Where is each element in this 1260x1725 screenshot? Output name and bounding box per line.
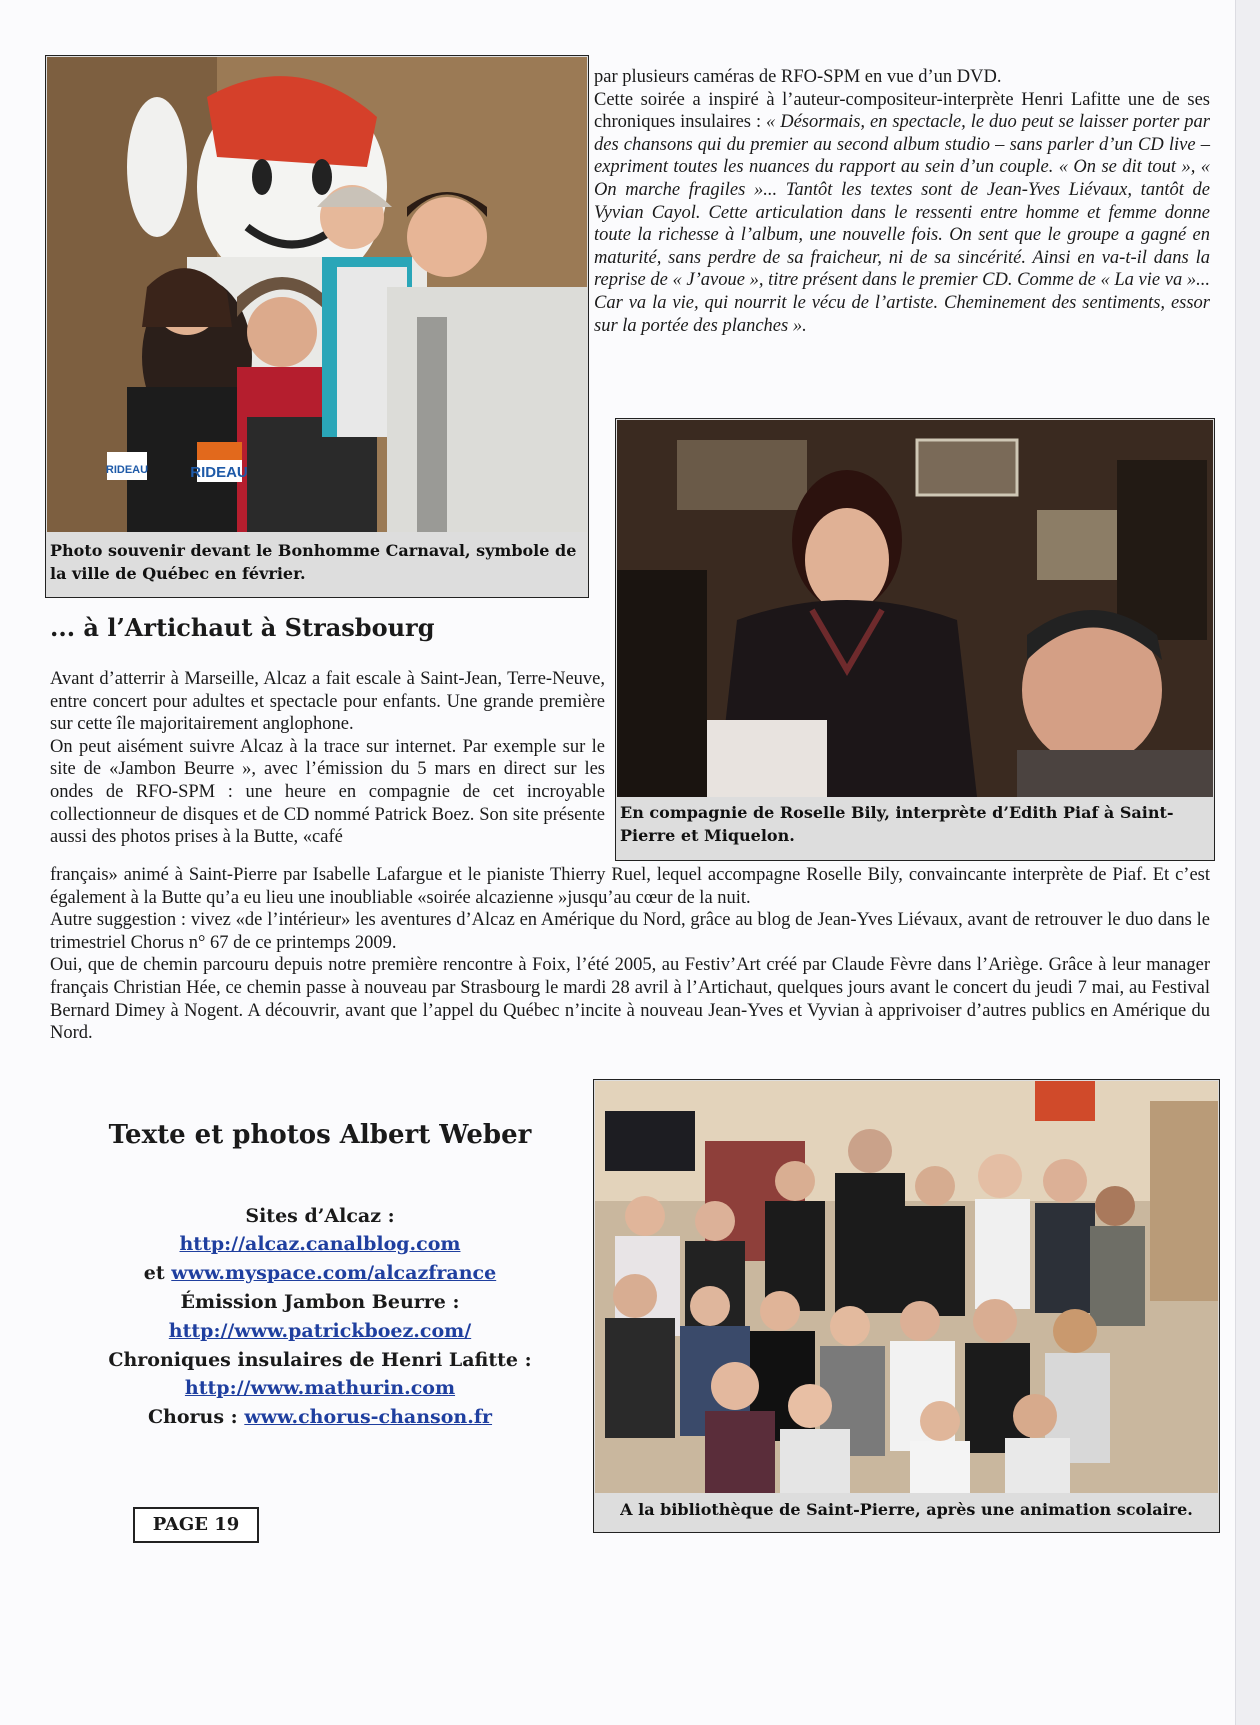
link-myspace[interactable]: www.myspace.com/alcazfrance bbox=[171, 1262, 497, 1284]
article-paragraph-4: Autre suggestion : vivez «de l’intérieur» les aventures d’Alcaz en Amérique du Nord, grâce au blog de Jean-Yves Liévaux, avant de retrouver le duo dans le trimestriel Chorus n° 67 de ce printemps 2009. bbox=[50, 910, 1210, 953]
chronique-intro: Cette soirée a inspiré à l’auteur-compositeur-interprète Henri Lafitte une de ses chroniques insulaires : bbox=[594, 89, 1210, 133]
link1-row bbox=[60, 1233, 580, 1255]
credits-title: Texte et photos Albert Weber bbox=[108, 1120, 532, 1150]
column-top-paragraph bbox=[594, 89, 1210, 338]
link-chorus[interactable]: www.chorus-chanson.fr bbox=[244, 1406, 493, 1428]
article-narrow bbox=[50, 668, 605, 849]
photo-bibliotheque-frame bbox=[593, 1079, 1220, 1533]
photo-bibliotheque-caption: A la bibliothèque de Saint-Pierre, après une animation scolaire. bbox=[620, 1500, 1193, 1519]
badge-label: RIDEAU bbox=[190, 464, 248, 481]
column-top-line1: par plusieurs caméras de RFO-SPM en vue d’un DVD. bbox=[594, 67, 1002, 87]
article-paragraph-2: On peut aisément suivre Alcaz à la trace sur internet. Par exemple sur le site de «Jambon Beurre », avec l’émission du 5 mars en direct sur les ondes de RFO-SPM : une heure en compagnie de cet incroyable collectionneur de disques et de CD nommé Patrick Boez. Son site présente aussi des photos prises à la Butte, «café bbox=[50, 736, 605, 848]
link3-row bbox=[60, 1320, 580, 1342]
photo-roselle-frame bbox=[615, 418, 1215, 861]
section-heading: ... à l’Artichaut à Strasbourg bbox=[50, 613, 435, 642]
article-wide bbox=[50, 864, 1210, 1045]
photo-roselle-caption: En compagnie de Roselle Bily, interprète d’Edith Piaf à Saint-Pierre et Miquelon. bbox=[620, 803, 1174, 845]
article-paragraph-3: français» animé à Saint-Pierre par Isabelle Lafargue et le pianiste Thierry Ruel, lequel accompagne Roselle Bily, convaincante interprète de Piaf. Et c’est également à la Butte qu’a eu lieu une inoubliable «soirée alcazienne »jusqu’au cœur de la nuit. bbox=[50, 865, 1210, 908]
link-patrickboez[interactable]: http://www.patrickboez.com/ bbox=[168, 1320, 472, 1342]
link2-row bbox=[60, 1262, 580, 1284]
chroniques-label: Chroniques insulaires de Henri Lafitte : bbox=[108, 1349, 532, 1371]
photo-carnaval bbox=[47, 57, 587, 532]
page-number: PAGE 19 bbox=[133, 1507, 259, 1543]
link5-row bbox=[60, 1406, 580, 1428]
column-top-text bbox=[594, 66, 1210, 337]
emission-label: Émission Jambon Beurre : bbox=[180, 1291, 460, 1313]
and-text: et bbox=[143, 1262, 172, 1284]
link4-row bbox=[60, 1377, 580, 1399]
chorus-label: Chorus : bbox=[147, 1406, 245, 1428]
photo-carnaval-caption: Photo souvenir devant le Bonhomme Carnaval, symbole de la ville de Québec en février. bbox=[50, 541, 577, 583]
sites-label: Sites d’Alcaz : bbox=[245, 1205, 395, 1227]
photo-carnaval-frame bbox=[45, 55, 589, 598]
photo-roselle bbox=[617, 420, 1213, 797]
link-canalblog[interactable]: http://alcaz.canalblog.com bbox=[179, 1233, 461, 1255]
article-paragraph-1: Avant d’atterrir à Marseille, Alcaz a fait escale à Saint-Jean, Terre-Neuve, entre concert pour adultes et spectacle pour enfants. Une grande première sur cette île majoritairement anglophone. bbox=[50, 669, 605, 735]
article-paragraph-5: Oui, que de chemin parcouru depuis notre première rencontre à Foix, l’été 2005, au Festiv’Art créé par Claude Fèvre dans l’Ariège. Grâce à leur manager français Christian Hée, ce chemin passe à nouveau par Strasbourg le mardi 28 avril à l’Artichaut, quelques jours avant le concert du jeudi 7 mai, au Festival Bernard Dimey à Nogent. A découvrir, avant que l’appel du Québec n’incite à nouveau Jean-Yves et Vyvian à apprivoiser d’autres publics en Amérique du Nord. bbox=[50, 955, 1210, 1044]
page-edge-shadow bbox=[1235, 0, 1260, 1725]
photo-bibliotheque bbox=[595, 1081, 1218, 1493]
badge-label: RIDEAU bbox=[105, 464, 149, 476]
link-mathurin[interactable]: http://www.mathurin.com bbox=[184, 1377, 456, 1399]
chronique-quote: « Désormais, en spectacle, le duo peut se laisser porter par des chansons qui du premier au second album studio – sans parler d’un CD live – expriment toutes les nuances du rapport au sein d’un couple. « On se dit tout », « On marche fragiles »... Tantôt les textes sont de Jean-Yves Liévaux, tantôt de Vyvian Cayol. Cette articulation dans le ressenti entre homme et femme donne toute la richesse à l’album, une nouvelle fois. On sent que le groupe a gagné en maturité, sans perdre de sa fraicheur, ni de sa sincérité. Ainsi en va-t-il dans la reprise de « J’avoue », titre présent dans le premier CD. Comme de « La vie va »... Car va la vie, qui nourrit le vécu de l’artiste. Cheminement des sentiments, essor sur la portée des planches ». bbox=[594, 112, 1211, 336]
